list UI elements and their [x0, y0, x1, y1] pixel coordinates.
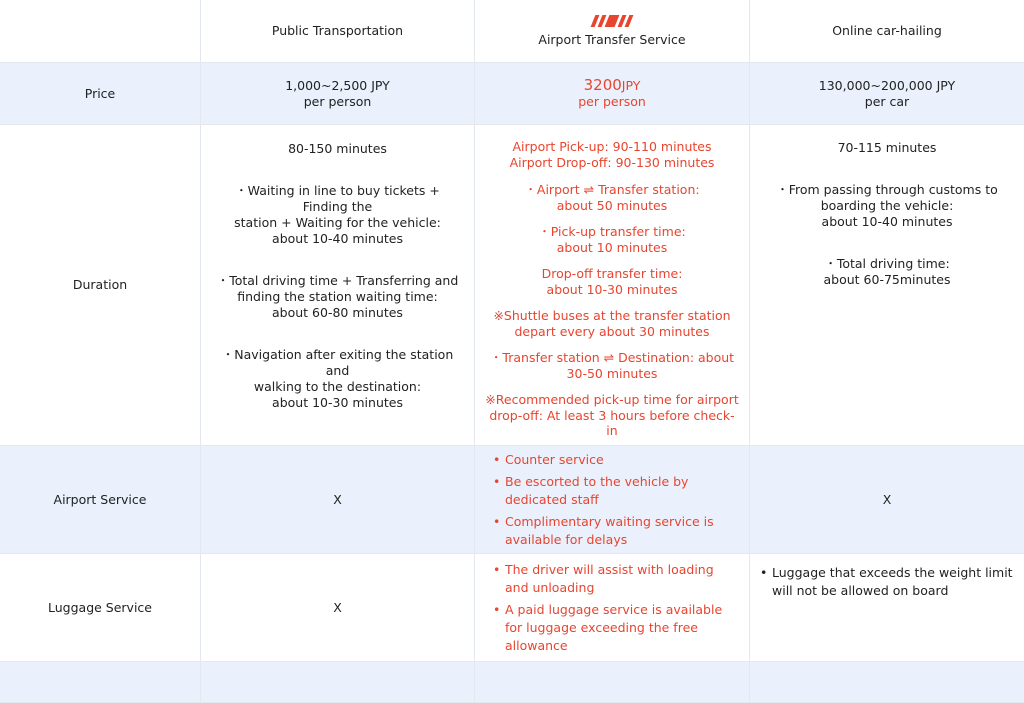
- header-label: Public Transportation: [271, 23, 404, 38]
- airport-service-transfer: [475, 446, 750, 553]
- duration-public: [201, 125, 475, 445]
- duration-block: ・Navigation after exiting the station and walking to the destination: about 10-30 minutes: [221, 347, 454, 410]
- row-label-cell: [0, 662, 201, 702]
- row-label: Airport Service: [53, 491, 147, 507]
- row-label-cell: [0, 446, 201, 553]
- list-item: • Complimentary waiting service is available for delays: [493, 513, 733, 549]
- airport-service-car-hailing: [750, 446, 1024, 553]
- service-list: [760, 564, 1014, 604]
- list-item: • Be escorted to the vehicle by dedicated staff: [493, 473, 733, 509]
- header-row: [0, 0, 1024, 63]
- price-unit: per person: [303, 93, 372, 109]
- duration-row: [0, 125, 1024, 446]
- price-value: 130,000~200,000 JPY: [818, 77, 956, 93]
- duration-block: ・Pick-up transfer time: about 10 minutes: [538, 224, 686, 255]
- not-available-mark: X: [882, 491, 892, 507]
- duration-block: 70-115 minutes: [837, 140, 937, 155]
- price-car-hailing: [750, 63, 1024, 124]
- duration-block: ※Shuttle buses at the transfer station depart every about 30 minutes: [493, 308, 731, 339]
- header-label: Online car-hailing: [832, 23, 942, 38]
- row-label-cell: [0, 63, 201, 124]
- duration-block: ・Total driving time: about 60-75minutes: [823, 256, 951, 287]
- not-available-mark: X: [333, 491, 342, 507]
- duration-block: ・Total driving time + Transferring and finding the station waiting time: about 60-80 minutes: [216, 273, 459, 320]
- not-available-mark: X: [333, 599, 342, 615]
- duration-car-hailing: [750, 125, 1024, 445]
- luggage-service-row: [0, 554, 1024, 662]
- header-public-transport: [201, 0, 475, 62]
- service-list: [493, 561, 733, 655]
- service-list: [493, 451, 733, 549]
- list-item: • Counter service: [493, 451, 733, 469]
- price-unit: per person: [578, 94, 646, 109]
- header-label: Airport Transfer Service: [538, 31, 686, 47]
- luggage-service-public: [201, 554, 475, 661]
- duration-block: Airport Pick-up: 90-110 minutes Airport Drop-off: 90-130 minutes: [509, 139, 715, 170]
- price-row: [0, 63, 1024, 125]
- luggage-service-car-hailing: [750, 554, 1024, 661]
- duration-block: 80-150 minutes: [288, 141, 387, 156]
- price-value: 3200JPY: [583, 76, 641, 94]
- header-car-hailing: [750, 0, 1024, 62]
- luggage-service-transfer: [475, 554, 750, 661]
- row-label-cell: [0, 125, 201, 445]
- duration-airport-transfer: [475, 125, 750, 445]
- price-public: [201, 63, 475, 124]
- brand-logo-icon: [591, 15, 634, 27]
- duration-block: ・Airport ⇌ Transfer station: about 50 minutes: [524, 182, 700, 213]
- airport-service-row: [0, 446, 1024, 554]
- duration-block: ・Transfer station ⇌ Destination: about 30-50 minutes: [489, 350, 735, 381]
- duration-block: Drop-off transfer time: about 10-30 minutes: [541, 266, 683, 297]
- list-item: • Luggage that exceeds the weight limit will not be allowed on board: [760, 564, 1014, 600]
- duration-block: ※Recommended pick-up time for airport drop-off: At least 3 hours before check-in: [485, 392, 739, 438]
- airport-service-public: [201, 446, 475, 553]
- row-label: Price: [84, 85, 116, 101]
- price-airport-transfer: [475, 63, 750, 124]
- row-label: Luggage Service: [48, 599, 152, 615]
- row-label-cell: [0, 554, 201, 661]
- list-item: • The driver will assist with loading and unloading: [493, 561, 733, 597]
- duration-block: ・From passing through customs to boarding the vehicle: about 10-40 minutes: [776, 182, 998, 229]
- row-label: Duration: [72, 277, 128, 292]
- header-empty-cell: [0, 0, 201, 62]
- price-value: 1,000~2,500 JPY: [285, 77, 390, 93]
- list-item: • A paid luggage service is available for luggage exceeding the free allowance: [493, 601, 733, 655]
- price-unit: per car: [864, 93, 910, 109]
- header-airport-transfer: [475, 0, 750, 62]
- duration-block: ・Waiting in line to buy tickets + Finding the station + Waiting for the vehicle: about 10-40 minutes: [234, 183, 441, 246]
